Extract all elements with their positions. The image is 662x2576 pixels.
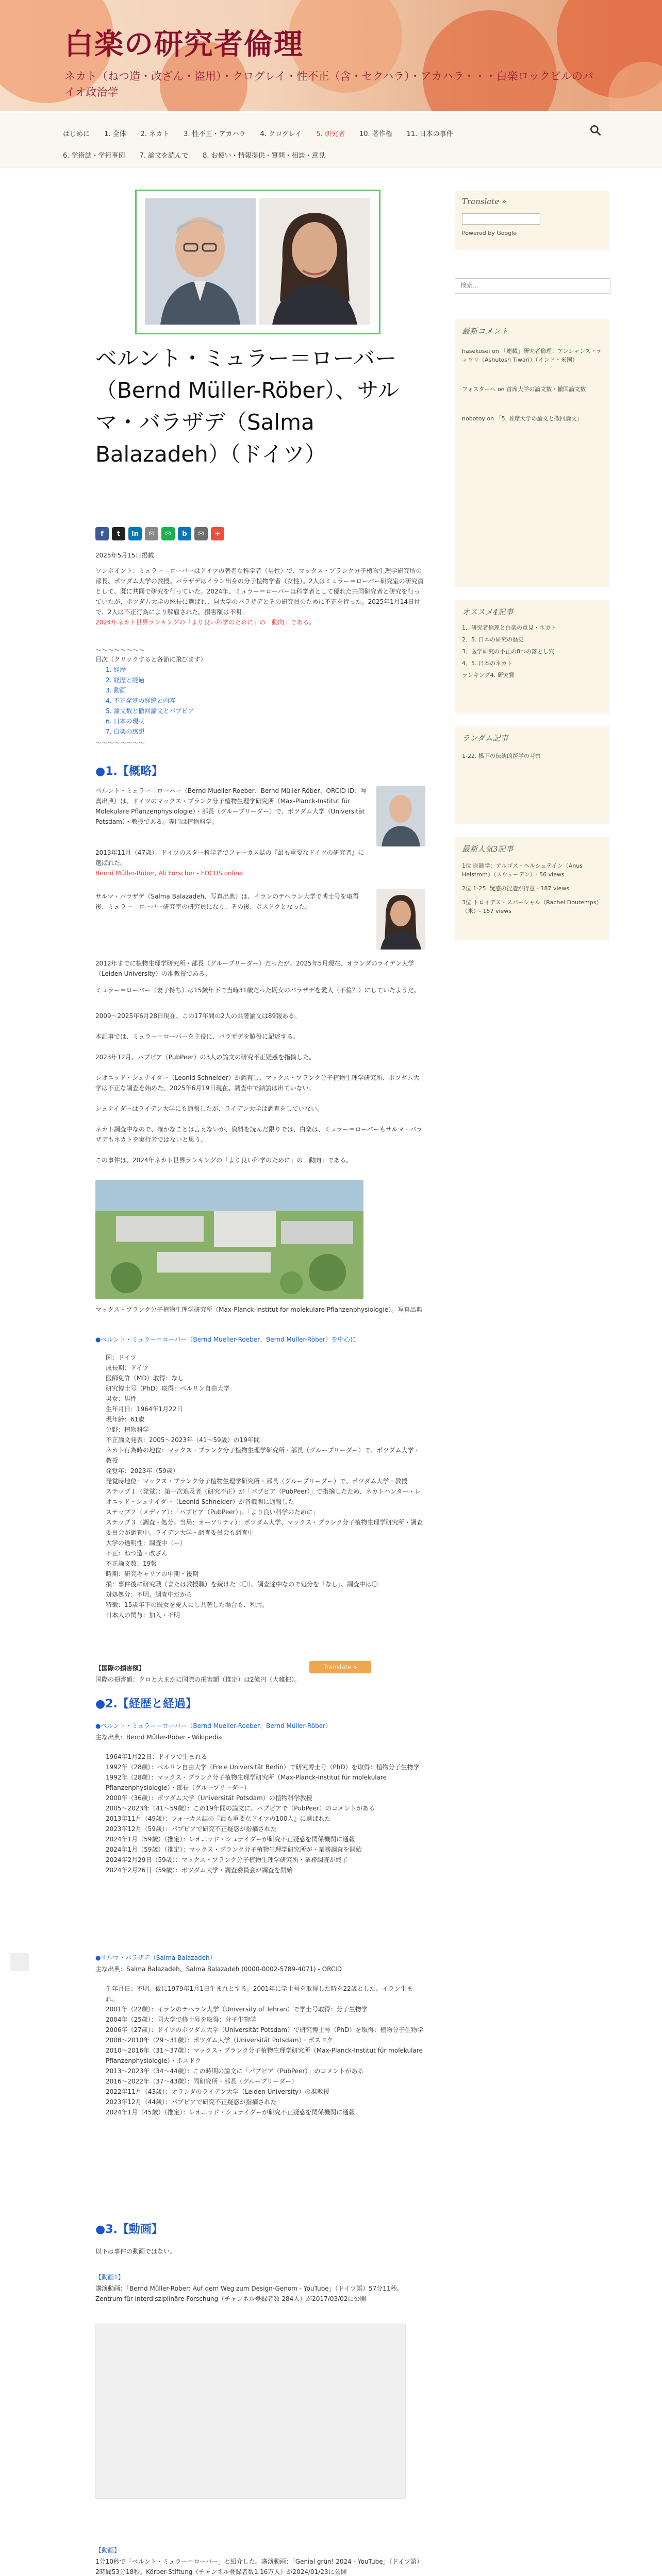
profile-item: 発覚年：2023年（59歳） bbox=[106, 1467, 179, 1475]
portrait-bernd bbox=[145, 198, 256, 325]
timeline-item: 2004年（25歳）：同大学で修士号を取得：分子生物学 bbox=[106, 2016, 256, 2023]
nav-item[interactable]: 10. 著作権 bbox=[359, 130, 392, 138]
post-title: ベルント・ミュラー＝ローバー（Bernd Müller-Röber）、サルマ・バラザデ（Salma Balazadeh）（ドイツ） bbox=[95, 346, 400, 467]
portrait-salma-image bbox=[259, 198, 370, 325]
toc-title: 目次（クリックすると各節に飛びます） bbox=[95, 656, 207, 663]
recent-comments-widget bbox=[455, 319, 609, 587]
profile-item: 損：事件後に研究職（または教授職）を続けた（〇）。調査途中なので処分を「なし」、調査中は〇 bbox=[106, 1581, 378, 1588]
focus-link[interactable]: Bernd Müller-Röber, Ali Forscher - FOCUS online bbox=[95, 870, 243, 877]
toc-item[interactable]: 7. 白楽の感想 bbox=[106, 728, 145, 735]
toc-item[interactable]: 2. 経歴と経過 bbox=[106, 676, 145, 684]
profile-item: 大学の透明性：調査中（ー） bbox=[106, 1539, 187, 1547]
powered-by: Powered by Google bbox=[462, 230, 517, 236]
recent-comment[interactable]: hasekosei on 「連載」研究者倫理：アンシャンス・ティワリ（Ashutosh Tiwari）（インド・米国） bbox=[462, 348, 602, 363]
paragraph: シュナイダーはライデン大学にも通報したが、ライデン大学は調査をしていない。 bbox=[95, 1105, 323, 1112]
portrait-salma bbox=[259, 198, 370, 325]
recommended-item[interactable]: 3．医学研究の不正の8つの落とし穴 bbox=[462, 648, 554, 655]
nav-item[interactable]: 3. 性不正・アカハラ bbox=[184, 130, 246, 138]
bg-source: 主な出典：Bernd Müller-Röber - Wikipedia bbox=[95, 1734, 222, 1741]
timeline-item: 2001年（22歳）：イランのテヘラン大学（University of Tehran）で学士号取得：分子生物学 bbox=[106, 2006, 368, 2013]
timeline-item: 2013年11月（49歳）：フォーカス誌の『最も重要なドイツの100人』に選ばれた bbox=[106, 1815, 331, 1822]
profile-item: 分野：植物科学 bbox=[106, 1426, 150, 1433]
paragraph: ベルント・ミュラー＝ローバー（Bernd Mueller-Roeber、Bernd Müller-Röber、ORCID iD：写真出典）は、ドイツのマックス・プランク分子植物生理学研究所（Max-Planck-Institut für Molekulare Pflanzenphysiologie）・部長（グループリーダー）で、ポツダム大学（Universität Potsdam）・教授である。専門は植物科学。 bbox=[95, 787, 367, 825]
paragraph: ミュラー＝ローバー（妻子持ち）は15歳年下で当時31歳だった既女のバラザデを愛人（不倫？）にしていたようだ。 bbox=[95, 987, 420, 994]
timeline-item: 2006年（27歳）：ドイツのポツダム大学（Universität Potsdam）で研究博士号（PhD）を取得：植物分子生物学 bbox=[106, 2026, 424, 2033]
profile-item: 医師免許（MD）取得：なし bbox=[106, 1375, 184, 1382]
nav-item[interactable]: 4. クログレイ bbox=[260, 130, 302, 138]
nav-item[interactable]: 5. 研究者 bbox=[316, 130, 345, 138]
popular-posts-title: 最新人気3記事 bbox=[462, 844, 514, 854]
profile-item: 特徴：15歳年下の既女を愛人にし共著した場合も、利用。 bbox=[106, 1601, 269, 1608]
timeline-item: 2024年2月29日（59歳）：マックス・プランク分子植物生理学研究所・業務調査が終了 bbox=[106, 1856, 348, 1863]
random-post-link[interactable]: 1-22. 橋下の伝統的医学の考察 bbox=[462, 753, 541, 759]
toc-item[interactable]: 4. 不正発覚の経緯と内容 bbox=[106, 697, 176, 704]
profile-item: 不正論文数：19報 bbox=[106, 1560, 157, 1567]
divider-wave: 〜〜〜〜〜〜〜〜 bbox=[95, 647, 145, 654]
section-heading-2: ●2.【経歴と経過】 bbox=[95, 1698, 197, 1710]
timeline-item: 2022年11月（43歳）：オランダのライデン大学（Leiden University）の准教授 bbox=[106, 2088, 330, 2095]
nav-item[interactable]: 8. お使い・情報提供・質問・相談・意見 bbox=[203, 151, 325, 160]
random-post-widget bbox=[455, 726, 609, 824]
translate-button[interactable]: Translate » bbox=[309, 1661, 371, 1673]
section-heading-3: ●3.【動画】 bbox=[95, 2223, 163, 2236]
nav-row-1 bbox=[63, 123, 468, 143]
portrait-bernd-image bbox=[145, 198, 256, 325]
institute-photo-image bbox=[95, 1180, 363, 1299]
video-1-embed[interactable] bbox=[95, 2324, 406, 2499]
recommended-widget bbox=[455, 600, 609, 714]
video-2-text: 1分10秒で「ベルント・ミュラー＝ローバー」と紹介した。講演動画：「Genial grün! 2024 - YouTube」（ドイツ語）2時間53分18秒。Körber-Stiftung（チャンネル登録者数1.16万人）が2024/01/23に公開 bbox=[95, 2558, 423, 2575]
site-header bbox=[0, 0, 662, 111]
paragraph: 2009〜2025年6月28日現在、この17年間の2人の共著論文は89報ある。 bbox=[95, 1012, 301, 1020]
timeline-item: 2010〜2016年（31〜37歳）：マックス・プランク分子植物生理学研究所（Max-Planck-Institut für molekulare Pflanzenphysiologie）・ポスドク bbox=[106, 2047, 423, 2064]
paragraph: 2012年までに植物生理学研究所・部長（グループリーダー）だったが、2025年5月現在、オランダのライデン大学（Leiden University）の准教授である。 bbox=[95, 960, 415, 977]
twitter-share-icon[interactable]: t bbox=[112, 527, 125, 540]
timeline-item: 2024年1月（45歳）（推定）：レオニッド・シュナイダーが研究不正疑惑を関係機関に通報 bbox=[106, 2109, 355, 2116]
profile-item: 発覚時地位：マックス・プランク分子植物生理学研究所・部長（グループリーダー）で、ポツダム大学・教授 bbox=[106, 1478, 408, 1485]
timeline-item: 2000年（36歳）：ポツダム大学（Universität Potsdam）の植物科学教授 bbox=[106, 1794, 312, 1802]
facebook-share-icon[interactable]: f bbox=[95, 527, 109, 540]
profile-item: 生年月日：1964年1月22日 bbox=[106, 1405, 183, 1413]
sb-source: 主な出典：Salma Balazadeh、Salma Balazadeh (0000-0002-5789-4071) - ORCID bbox=[95, 1965, 342, 1973]
section-heading-1: ●1.【概略】 bbox=[95, 765, 163, 778]
photo-caption: マックス・プランク分子植物生理学研究所（Max-Planck-Institut for molekulare Pflanzenphysiologie）。写真出典 bbox=[95, 1306, 423, 1313]
timeline-item: 2005〜2023年（41〜59歳）：この19年間の論文に、パブピアで（PubPeer）のコメントがある bbox=[106, 1805, 375, 1812]
random-post-title: ランダム記事 bbox=[462, 734, 508, 743]
impact-heading: 【国際の損害額】 bbox=[95, 1665, 145, 1672]
timeline-item: 2023年12月（44歳）：パブピアで研究不正疑惑が指摘された bbox=[106, 2098, 277, 2106]
paragraph: サルマ・バラザデ（Salma Balazadeh、写真出典）は、イランのテヘラン大学で博士号を取得後、ミュラー＝ローバー研究室の研究員になり、その後、ポスドクとなった。 bbox=[95, 893, 359, 910]
video-intro: 以下は事件の動画ではない。 bbox=[95, 2248, 176, 2255]
profile-item: 国：ドイツ bbox=[106, 1354, 137, 1361]
recommended-title: オススメ4記事 bbox=[462, 607, 514, 617]
recent-comment[interactable]: nobotoy on 「5. 首席大学の論文と撤回論文」 bbox=[462, 415, 583, 422]
translate-title: Translate » bbox=[462, 197, 507, 206]
profile-item: 不正論文発表：2005〜2023年（41〜59歳）の19年間 bbox=[106, 1436, 260, 1444]
divider-wave: 〜〜〜〜〜〜〜〜 bbox=[95, 739, 145, 747]
recommended-item[interactable]: 2．5. 日本の研究の歴史 bbox=[462, 636, 524, 643]
nav-item[interactable]: 6. 学術誌・学術事例 bbox=[63, 151, 125, 160]
language-select[interactable] bbox=[462, 213, 540, 225]
profile-item: 対処処分：不明。調査中だから bbox=[106, 1591, 193, 1598]
profile-item: ネカト行為時の地位：マックス・プランク分子植物生理学研究所・部長（グループリーダー）で、ポツダム大学・教授 bbox=[106, 1447, 420, 1464]
popular-post[interactable]: 3位 トロイデス・スパーシャル（Rachel Doutemps）（米）- 157 views bbox=[462, 899, 602, 914]
popular-post[interactable]: 2位 1-25. 疑惑の捏造が得意 - 187 views bbox=[462, 885, 569, 892]
paragraph: レオニッド・シュナイダー（Leonid Schneider）が調査し、マックス・プランク分子植物生理学研究所、ポツダム大学は不正な調査を始めた。2025年6月19日現在、調査中で結論は出ていない。 bbox=[95, 1074, 420, 1092]
impact-text: 国際の損害額：クロと大まかに国際の損害額（推定）は2億円（大雑把）。 bbox=[95, 1676, 301, 1683]
bg-timeline bbox=[106, 1752, 425, 1875]
hatena-share-icon[interactable]: b bbox=[178, 527, 191, 540]
nav-item[interactable]: 2. ネカト bbox=[140, 130, 170, 138]
profile-item: ステップ１（発覚）：第一次追及者（研究不正）が「パブピア（PubPeer）」で指摘したため、ネカトハンター・レオニッド・シュナイダー（Leonid Schneider）が各機関に通報した bbox=[106, 1488, 421, 1505]
timeline-item: 2016〜2022年（37〜43歳）：同研究所・部長（グループリーダー） bbox=[106, 2078, 298, 2085]
toc-item[interactable]: 5. 論文数と撤回論文とパブピア bbox=[106, 707, 194, 715]
scroll-handle[interactable] bbox=[10, 1953, 29, 1971]
profile-list bbox=[106, 1352, 425, 1620]
paragraph: この事件は、2024年ネカト世界ランキングの「より良い科学のために」の「動向」である。 bbox=[95, 1157, 353, 1164]
nav-row-2 bbox=[63, 144, 340, 165]
line-share-icon[interactable]: ✉ bbox=[161, 527, 175, 540]
recommended-item[interactable]: 4．5. 日本のネカト bbox=[462, 660, 512, 667]
timeline-item: 2008〜2010年（29〜31歳）：ポツダム大学（Universität Potsdam）・ポスドク bbox=[106, 2037, 333, 2044]
paragraph: 2023年12月、パブピア（PubPeer）の3人の論文の研究不正疑惑を指摘した。 bbox=[95, 1054, 316, 1061]
email-share-icon[interactable]: ✉ bbox=[145, 527, 158, 540]
video-1-text: 講演動画：「Bernd Müller-Röber: Auf dem Weg zum Design-Genom - YouTube」（ドイツ語）57分11秒。Zentrum für interdisziplinäre Forschung（チャンネル登録者数 284人）が2017/03/02に公開 bbox=[95, 2285, 403, 2302]
bernd-thumbnail-image bbox=[376, 786, 425, 846]
post-date: 2025年5月15日掲載 bbox=[95, 552, 154, 559]
recent-comment[interactable]: フォスターへ on 首席大学の論文数・撤回論文数 bbox=[462, 386, 586, 393]
profile-item: 研究博士号（PhD）取得：ベルリン自由大学 bbox=[106, 1385, 230, 1392]
profile-item: 成長期：ドイツ bbox=[106, 1364, 149, 1371]
featured-image bbox=[135, 190, 380, 334]
nav-item[interactable]: 11. 日本の事件 bbox=[406, 130, 453, 138]
timeline-item: 2013〜2023年（34〜44歳）：この時期の論文に「パブピア（PubPeer）」のコメントがある bbox=[106, 2067, 364, 2075]
timeline-item: 2023年12月（59歳）：パブピアで研究不正疑惑が指摘された bbox=[106, 1825, 277, 1833]
bg-heading[interactable]: ●ベルント・ミュラー＝ローバー（Bernd Mueller-Roeber、Bernd Müller-Röber） bbox=[95, 1722, 332, 1730]
recommended-item[interactable]: 1．研究者倫理と白楽の意見・ネカト bbox=[462, 624, 556, 631]
post-summary: ワンポイント：ミュラー＝ローバーはドイツの著名な科学者（男性）で、マックス・プランク分子植物生理学研究所の部長、ポツダム大学の教授。バラザデはイラン出身の分子植物学者（女性）。2人はミュラー＝ローバー研究室の研究員として、既に共同で研究を行っていた。2024年、ミュラー＝ローバーは科学者として優れた共同研究者と研究を行っていたが、ポツダム大学の総長に選ばれ、同大学のバラザデとその研究員のために不正を行った。2025年1月14日付で、2人は不正行為により解雇された。損害額は不明。 bbox=[95, 567, 424, 616]
timeline-item: 1964年1月22日：ドイツで生まれる bbox=[106, 1753, 207, 1760]
profile-item: 日本人の関与：加入・不明 bbox=[106, 1612, 180, 1619]
linkedin-share-icon[interactable]: in bbox=[128, 527, 142, 540]
timeline-item: 2024年2月26日（59歳）：ポツダム大学・調査委員会が調査を開始 bbox=[106, 1867, 293, 1874]
nav-item[interactable]: 7. 論文を読んで bbox=[139, 151, 189, 160]
ranking-link[interactable]: 2024年ネカト世界ランキングの「より良い科学のために」の「動向」である。 bbox=[95, 619, 316, 626]
institute-photo bbox=[95, 1180, 363, 1299]
video-2-heading[interactable]: 【動画】 bbox=[95, 2547, 121, 2554]
mail-share-icon[interactable]: ✉ bbox=[194, 527, 208, 540]
toc-item[interactable]: 1. 経歴 bbox=[106, 666, 126, 673]
translate-widget bbox=[455, 191, 609, 250]
video-1-heading[interactable]: 【動画1】 bbox=[95, 2274, 124, 2281]
toc-item[interactable]: 6. 日本の現状 bbox=[106, 718, 145, 725]
popular-post[interactable]: 1位 医師学：アルゴス・ヘルシュテイン（Anus Helstrom）（スウェーデン）- 56 views bbox=[462, 862, 583, 878]
more-share-icon[interactable]: + bbox=[211, 527, 224, 540]
profile-item: 現年齢：61歳 bbox=[106, 1416, 145, 1423]
paragraph: 2013年11月（47歳）、ドイツのスター科学者でフォーカス誌の『最も重要なドイツの研究者』に選ばれた。 bbox=[95, 849, 365, 867]
paragraph: ネカト調査中なので、確かなことは言えないが、資料を読んだ限りでは、白楽は、ミュラー＝ローバーもサルマ・バラザデもネカトを実行者ではないと思う。 bbox=[95, 1126, 423, 1143]
recent-comments-title: 最新コメント bbox=[462, 327, 509, 336]
site-description: ネカト（ねつ造・改ざん・盗用）・クログレイ・性不正（含・セクハラ）・アカハラ・・・白楽ロックビルのバイオ政治学 bbox=[64, 70, 594, 98]
salma-thumbnail-image bbox=[376, 889, 425, 950]
profile-item: ステップ２（メディア）：「パブピア（PubPeer）」、「より良い科学のために」 bbox=[106, 1509, 319, 1516]
sb-heading[interactable]: ●サルマ・バラザデ（Salma Balazadeh） bbox=[95, 1954, 216, 1961]
share-buttons bbox=[95, 527, 224, 540]
profile-item: 時期：研究キャリアの中期・後期 bbox=[106, 1570, 199, 1578]
bernd-thumbnail bbox=[376, 786, 425, 846]
timeline-item: 1992年（28歳）：マックス・プランク分子植物生理学研究所（Max-Planck-Institut für molekulare Pflanzenphysiologie）・部長（グループリーダー） bbox=[106, 1774, 387, 1791]
paragraph: 本記事では、ミュラー＝ローバーを主役に、バラザデを脇役に記述する。 bbox=[95, 1033, 300, 1040]
sb-timeline bbox=[106, 1984, 425, 2117]
site-title[interactable]: 白楽の研究者倫理 bbox=[64, 27, 304, 61]
popular-posts-widget bbox=[455, 837, 609, 940]
recommended-item[interactable]: ランキング4. 研究費 bbox=[462, 672, 515, 679]
timeline-item: 1992年（28歳）：ベルリン自由大学（Freie Universität Berlin）で研究博士号（PhD）を取得：植物分子生物学 bbox=[106, 1764, 420, 1771]
timeline-item: 2024年1月（59歳）（推定）：マックス・プランク分子植物生理学研究所が・業務調査を開始 bbox=[106, 1846, 362, 1853]
profile-heading[interactable]: ●ベルント・ミュラー＝ローバー（Bernd Mueller-Roeber、Bernd Müller-Röber）を中心に bbox=[95, 1336, 357, 1343]
profile-item: 男女：男性 bbox=[106, 1395, 137, 1402]
profile-item: 不正：ねつ造・改ざん bbox=[106, 1550, 168, 1557]
salma-thumbnail bbox=[376, 889, 425, 950]
toc-item[interactable]: 3. 動画 bbox=[106, 687, 126, 694]
sidebar-search-field[interactable] bbox=[455, 278, 610, 294]
nav-item[interactable]: はじめに bbox=[63, 130, 90, 138]
nav-item[interactable]: 1. 全体 bbox=[104, 130, 126, 138]
search-icon[interactable] bbox=[589, 124, 602, 137]
timeline-item: 2024年1月（59歳）（推定）：レオニッド・シュナイダーが研究不正疑惑を関係機関に通報 bbox=[106, 1836, 355, 1843]
profile-item: ステップ３（調査・処分、当局：オーソリティ）：ポツダム大学、マックス・プランク分子植物生理学研究所・調査委員会が調査中。ライデン大学・調査委員会も調査中 bbox=[106, 1519, 423, 1536]
timeline-item: 生年月日：不明。仮に1979年1月1日生まれとする。2001年に学士号を取得した時を22歳とした。イラン生まれ。 bbox=[106, 1985, 413, 2003]
sidebar-search-input[interactable] bbox=[459, 281, 606, 290]
